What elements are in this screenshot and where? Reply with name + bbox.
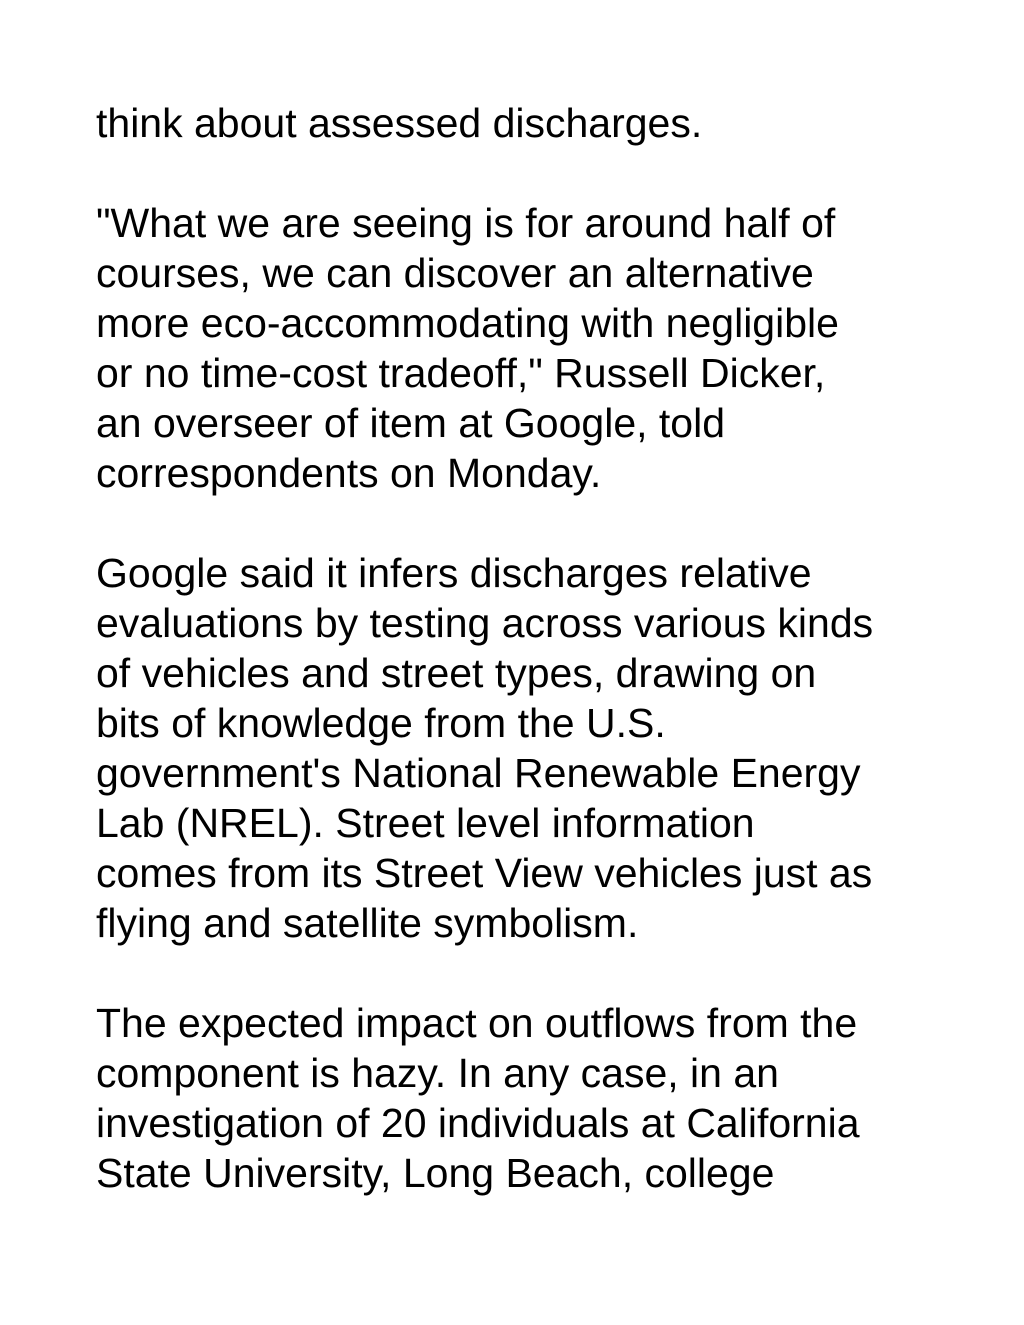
article-body (96, 98, 976, 1248)
text-line: component is hazy. In any case, in an (96, 1050, 779, 1096)
paragraph-1 (96, 98, 976, 148)
paragraph-3 (96, 548, 976, 948)
paragraph-2 (96, 198, 976, 498)
text-line: investigation of 20 individuals at California (96, 1100, 860, 1146)
text-line: State University, Long Beach, college (96, 1150, 775, 1196)
text-line: flying and satellite symbolism. (96, 900, 639, 946)
paragraph-4 (96, 998, 976, 1198)
text-line: The expected impact on outflows from the (96, 1000, 858, 1046)
text-line: Google said it infers discharges relative (96, 550, 812, 596)
text-line: evaluations by testing across various kinds (96, 600, 874, 646)
text-line: of vehicles and street types, drawing on (96, 650, 817, 696)
text-line: "What we are seeing is for around half of (96, 200, 836, 246)
text-line: think about assessed discharges. (96, 100, 703, 146)
text-line: correspondents on Monday. (96, 450, 602, 496)
text-line: Lab (NREL). Street level information (96, 800, 755, 846)
text-line: bits of knowledge from the U.S. (96, 700, 666, 746)
text-line: comes from its Street View vehicles just as (96, 850, 873, 896)
text-line: government's National Renewable Energy (96, 750, 861, 796)
text-line: an overseer of item at Google, told (96, 400, 726, 446)
text-line: or no time-cost tradeoff," Russell Dicker, (96, 350, 826, 396)
text-line: more eco-accommodating with negligible (96, 300, 839, 346)
text-line: courses, we can discover an alternative (96, 250, 814, 296)
